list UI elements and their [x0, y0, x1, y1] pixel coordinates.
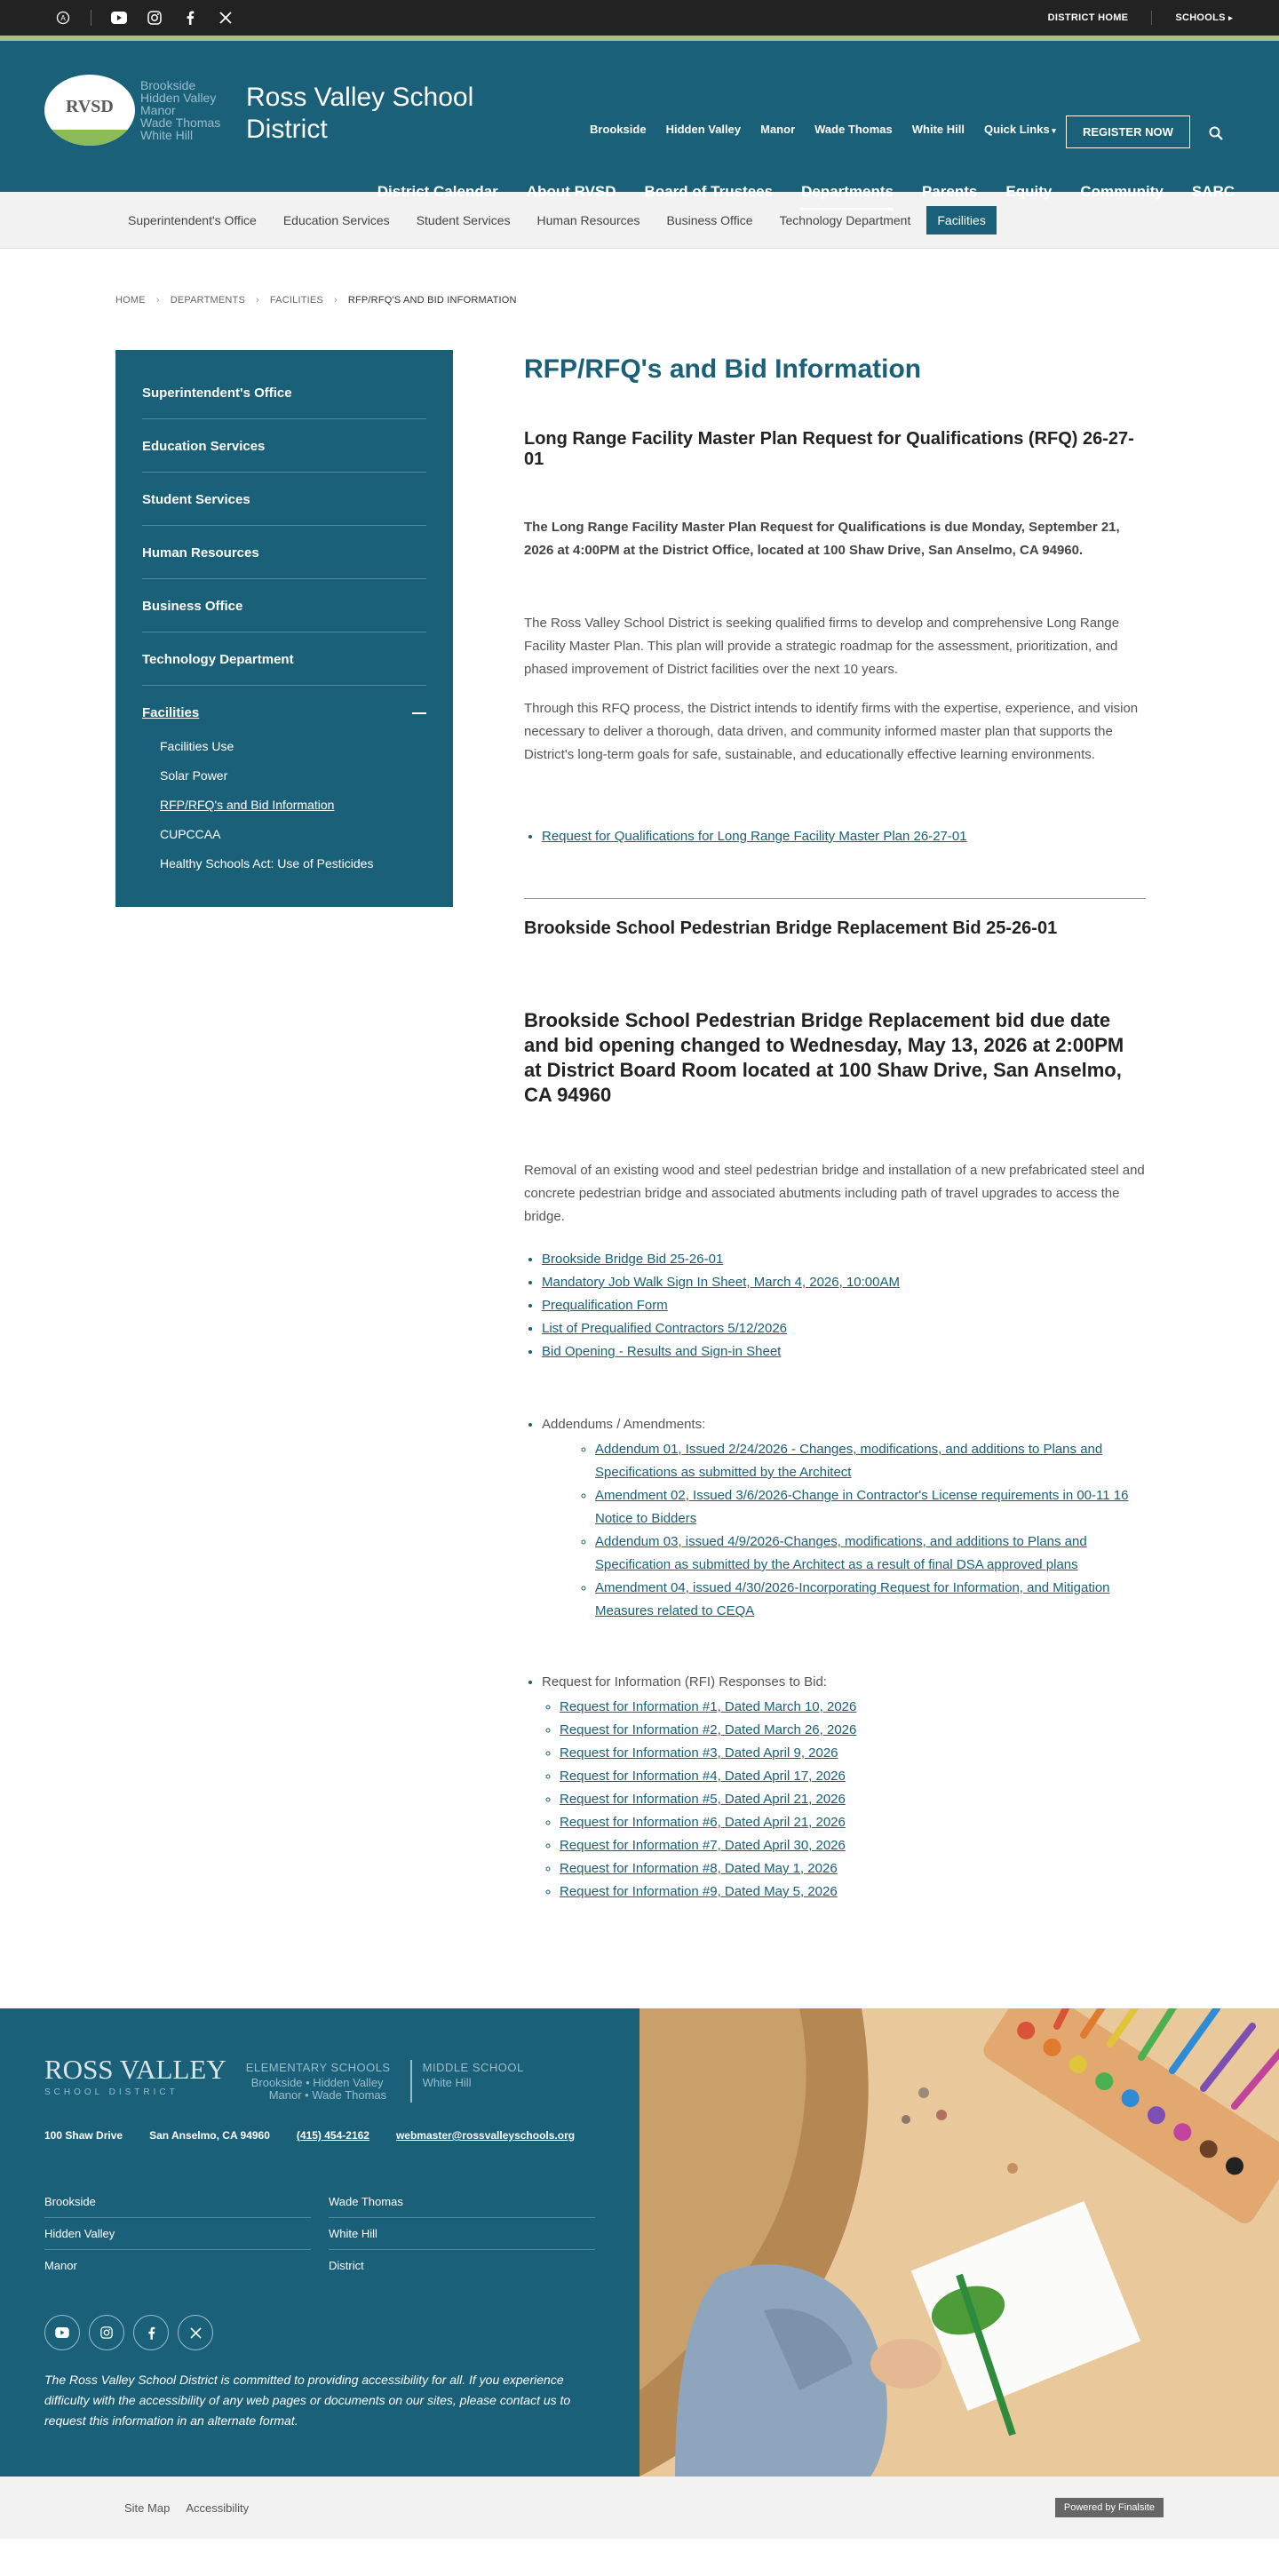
footer-city: San Anselmo, CA 94960 — [149, 2129, 270, 2142]
footer-spacer — [423, 2089, 524, 2102]
list-item — [595, 1530, 1146, 1577]
list-item — [560, 1696, 1146, 1719]
sidebar-subitem-facilities-use[interactable]: Facilities Use — [160, 739, 234, 753]
footer-link-hidden-valley[interactable]: Hidden Valley — [44, 2218, 311, 2250]
nav-parents[interactable]: Parents — [922, 183, 978, 200]
chevron-right-icon: › — [155, 295, 160, 306]
list-item — [542, 1317, 1146, 1340]
footer-email-link[interactable]: webmaster@rossvalleyschools.org — [395, 2129, 576, 2142]
subnav-education-services[interactable]: Education Services — [282, 212, 390, 227]
main-nav — [377, 183, 1235, 211]
logo-seal — [44, 75, 135, 146]
footer-middle-name: White Hill — [422, 2075, 472, 2089]
logo-schools-list — [140, 79, 220, 141]
school-nav-wade-thomas[interactable]: Wade Thomas — [814, 123, 893, 136]
bid-document-link[interactable]: Prequalification Form — [542, 1298, 668, 1313]
youtube-icon[interactable] — [44, 2315, 80, 2350]
rfi-link[interactable]: Request for Information #2, Dated March 26, 2026 — [560, 1722, 857, 1737]
footer-logo-text: ROSS VALLEY — [44, 2054, 226, 2085]
logo-hill — [44, 130, 135, 146]
list-item — [542, 1413, 1146, 1623]
site-footer — [0, 2008, 1279, 2477]
svg-text:A: A — [60, 14, 66, 22]
facebook-icon[interactable] — [133, 2315, 169, 2350]
instagram-icon[interactable] — [147, 10, 163, 26]
bottom-links — [124, 2501, 249, 2515]
nav-departments[interactable]: Departments — [801, 183, 894, 211]
footer-brand — [44, 2054, 595, 2104]
list-item — [560, 1765, 1146, 1788]
footer-elementary-line: Brookside • Hidden Valley — [250, 2075, 384, 2089]
bottom-bar — [0, 2477, 1279, 2539]
footer-logo[interactable] — [44, 2054, 226, 2104]
list-item — [595, 1484, 1146, 1530]
addendum-link[interactable]: Amendment 02, Issued 3/6/2026-Change in Contractor's License requirements in 00-11 16 Notice to Bidders — [595, 1488, 1129, 1526]
rfi-link[interactable]: Request for Information #8, Dated May 1, 2026 — [560, 1861, 838, 1876]
logo-school: Manor — [140, 103, 176, 117]
utility-divider — [1151, 11, 1152, 25]
list-item — [542, 1340, 1146, 1364]
addendums-label: Addendums / Amendments: — [542, 1417, 706, 1432]
register-now-button[interactable]: REGISTER NOW — [1066, 115, 1190, 148]
addendum-link[interactable]: Addendum 03, issued 4/9/2026-Changes, modifications, and additions to Plans and Specification as submitted by the Architect as a result of final DSA approved plans — [595, 1534, 1087, 1572]
section-divider — [524, 898, 1146, 899]
school-nav-white-hill[interactable]: White Hill — [911, 123, 965, 136]
rfq-process-description: Through this RFQ process, the District intends to identify firms with the expertise, experience, and vision necessary to deliver a thorough, data driven, and community informed master plan that supports the District's long-term goals for safe, sustainable, and educationally effective learning environments. — [524, 701, 1139, 762]
accessibility-statement: The Ross Valley School District is committed to providing accessibility for all. If you experience difficulty with the accessibility of any web pages or documents on our sites, please contact us to request this information in an alternate format. — [44, 2373, 571, 2428]
list-item — [542, 1294, 1146, 1317]
section-sidebar — [115, 350, 453, 907]
site-header — [0, 41, 1279, 200]
bid-document-link[interactable]: List of Prequalified Contractors 5/12/2026 — [542, 1321, 787, 1336]
bid-due-notice: Brookside School Pedestrian Bridge Replacement bid due date and bid opening changed to Wednesday, May 13, 2026 at 2:00PM at District Board Room located at 100 Shaw Drive, San Anselmo, CA 94960 — [524, 1009, 1124, 1106]
sidebar-item-facilities[interactable] — [142, 686, 426, 731]
logo-school: Hidden Valley — [140, 91, 217, 105]
list-item — [560, 1811, 1146, 1834]
list-item — [560, 1742, 1146, 1765]
main-content — [524, 350, 1146, 1904]
powered-by-badge[interactable]: Powered by Finalsite — [1055, 2498, 1164, 2517]
school-nav-hidden-valley[interactable]: Hidden Valley — [665, 123, 742, 136]
sidebar-subitem-rfp-rfq[interactable]: RFP/RFQ's and Bid Information — [160, 798, 335, 812]
footer-link-brookside[interactable]: Brookside — [44, 2186, 311, 2218]
bid-documents — [524, 1248, 1146, 1364]
utility-bar — [0, 0, 1279, 41]
list-item — [560, 1857, 1146, 1880]
rfq-description: The Ross Valley School District is seeking qualified firms to develop and comprehensive Long Range Facility Master Plan. This plan will provide a strategic roadmap for the assessment, prioritization, and phased improvement of District facilities over the next 10 years. — [524, 616, 1120, 677]
rfi-link[interactable]: Request for Information #9, Dated May 5, 2026 — [560, 1884, 838, 1899]
nav-board-of-trustees[interactable]: Board of Trustees — [644, 183, 774, 200]
sidebar-item-student-services[interactable]: Student Services — [142, 473, 426, 526]
collapse-icon[interactable] — [412, 712, 426, 714]
footer-info — [0, 2008, 640, 2477]
schools-label: SCHOOLS — [1175, 12, 1226, 23]
rfi-link[interactable]: Request for Information #4, Dated April 17, 2026 — [560, 1769, 846, 1784]
chevron-right-icon: › — [256, 295, 259, 306]
footer-logo-sub: SCHOOL DISTRICT — [44, 2087, 179, 2097]
chevron-right-icon: › — [333, 295, 338, 306]
nav-about-rvsd[interactable]: About RVSD — [526, 183, 616, 200]
nav-equity[interactable]: Equity — [1005, 183, 1053, 200]
translate-icon[interactable] — [55, 10, 71, 26]
bid-document-link[interactable]: Bid Opening - Results and Sign-in Sheet — [542, 1344, 782, 1359]
list-item — [542, 1248, 1146, 1271]
footer-photo — [640, 2008, 1279, 2477]
quick-links-dropdown[interactable]: Quick Links ▾ — [984, 123, 1056, 136]
utility-links — [1048, 11, 1233, 25]
subnav-business-office[interactable]: Business Office — [666, 212, 753, 227]
logo-text: RVSD — [66, 96, 114, 116]
sidebar-subitem-healthy-schools-act[interactable]: Healthy Schools Act: Use of Pesticides — [160, 856, 374, 871]
list-item — [560, 1788, 1146, 1811]
footer-social — [44, 2315, 595, 2350]
subnav-facilities[interactable]: Facilities — [926, 206, 996, 235]
footer-link-wade-thomas[interactable]: Wade Thomas — [329, 2186, 595, 2218]
footer-school-links — [44, 2186, 595, 2281]
bid-document-link[interactable]: Mandatory Job Walk Sign In Sheet, March 4, 2026, 10:00AM — [542, 1275, 900, 1290]
rfi-link[interactable]: Request for Information #6, Dated April 21, 2026 — [560, 1815, 846, 1830]
list-item — [542, 1271, 1146, 1294]
footer-link-manor[interactable]: Manor — [44, 2259, 77, 2272]
footer-divider — [410, 2060, 412, 2103]
list-item — [542, 1671, 1146, 1904]
subnav-human-resources[interactable]: Human Resources — [536, 212, 640, 227]
footer-phone-link[interactable]: (415) 454-2162 — [296, 2129, 369, 2142]
breadcrumb-home[interactable]: HOME — [115, 295, 146, 306]
breadcrumb-departments[interactable]: DEPARTMENTS — [170, 295, 245, 306]
rfq-heading: Long Range Facility Master Plan Request for Qualifications (RFQ) 26-27-01 — [524, 429, 1134, 469]
rfi-label: Request for Information (RFI) Responses to Bid: — [542, 1674, 827, 1690]
bid-heading: Brookside School Pedestrian Bridge Replacement Bid 25-26-01 — [524, 918, 1058, 938]
addendum-link[interactable]: Addendum 01, Issued 2/24/2026 - Changes, modifications, and additions to Plans and Specifications as submitted by the Architect — [595, 1442, 1103, 1480]
nav-sarc[interactable]: SARC — [1191, 183, 1235, 200]
sidebar-item-technology-department[interactable]: Technology Department — [142, 632, 426, 686]
facebook-icon[interactable] — [182, 10, 198, 26]
footer-middle-label: MIDDLE SCHOOL — [422, 2060, 524, 2074]
content-area — [0, 306, 1279, 1904]
rfi-link[interactable]: Request for Information #1, Dated March 10, 2026 — [560, 1699, 857, 1714]
logo-school: Brookside — [140, 78, 196, 92]
list-item — [560, 1880, 1146, 1904]
chevron-right-icon: ▸ — [1228, 13, 1233, 22]
footer-contact — [44, 2129, 595, 2142]
list-item — [542, 825, 1146, 848]
sidebar-item-superintendents-office[interactable]: Superintendent's Office — [142, 366, 426, 419]
site-map-link[interactable]: Site Map — [124, 2500, 171, 2515]
addendums-list — [542, 1438, 1146, 1623]
logo-school: White Hill — [140, 128, 194, 142]
school-nav-brookside[interactable]: Brookside — [590, 123, 647, 136]
breadcrumb-facilities[interactable]: FACILITIES — [269, 295, 323, 306]
sidebar-subitem-solar-power[interactable]: Solar Power — [160, 768, 228, 783]
footer-elementary-line: Manor • Wade Thomas — [268, 2087, 387, 2102]
sidebar-item-label: Facilities — [142, 705, 200, 720]
x-twitter-icon[interactable] — [178, 2315, 213, 2350]
subnav-superintendents-office[interactable]: Superintendent's Office — [128, 212, 257, 227]
district-home-link[interactable]: DISTRICT HOME — [1047, 12, 1129, 23]
subnav-student-services[interactable]: Student Services — [416, 212, 511, 227]
logo-school: Wade Thomas — [140, 115, 221, 130]
utility-social — [55, 10, 234, 26]
list-item — [595, 1438, 1146, 1484]
school-nav — [590, 123, 1056, 136]
list-item — [560, 1719, 1146, 1742]
rfi-link[interactable]: Request for Information #3, Dated April 9, 2026 — [560, 1745, 838, 1761]
child-drawing-photo — [640, 2008, 1279, 2477]
footer-link-white-hill[interactable]: White Hill — [329, 2218, 595, 2250]
breadcrumb — [0, 249, 1279, 306]
schools-link[interactable] — [1175, 12, 1233, 23]
youtube-icon[interactable] — [111, 10, 127, 26]
district-name[interactable]: Ross Valley School District — [246, 83, 474, 144]
sidebar-item-business-office[interactable]: Business Office — [142, 579, 426, 632]
footer-middle — [423, 2062, 524, 2102]
sidebar-subitems — [142, 731, 426, 878]
footer-address: 100 Shaw Drive — [44, 2129, 123, 2142]
subnav-technology-department[interactable]: Technology Department — [779, 212, 911, 227]
rfi-link[interactable]: Request for Information #7, Dated April 30, 2026 — [560, 1838, 846, 1853]
x-twitter-icon[interactable] — [218, 10, 234, 26]
search-icon[interactable] — [1209, 126, 1223, 145]
rfq-links — [524, 825, 1146, 848]
nav-district-calendar[interactable]: District Calendar — [377, 183, 498, 200]
bid-description: Removal of an existing wood and steel pedestrian bridge and installation of a new prefabricated steel and concrete pedestrian bridge and associated abutments including path of travel upgrades to access the bridge. — [524, 1163, 1145, 1224]
footer-elementary-label: ELEMENTARY SCHOOLS — [245, 2060, 391, 2074]
breadcrumb-current: RFP/RFQ'S AND BID INFORMATION — [347, 295, 517, 306]
instagram-icon[interactable] — [89, 2315, 124, 2350]
district-logo[interactable] — [44, 75, 220, 146]
rfi-list — [542, 1696, 1146, 1904]
page-title: RFP/RFQ's and Bid Information — [524, 354, 922, 384]
school-nav-manor[interactable]: Manor — [760, 123, 796, 136]
accessibility-link[interactable]: Accessibility — [186, 2500, 250, 2515]
sidebar-item-human-resources[interactable]: Human Resources — [142, 526, 426, 579]
list-item — [595, 1577, 1146, 1623]
addendums-section — [524, 1413, 1146, 1623]
rfi-link[interactable]: Request for Information #5, Dated April 21, 2026 — [560, 1792, 846, 1807]
list-item — [560, 1834, 1146, 1857]
sidebar-subitem-cupccaa[interactable]: CUPCCAA — [160, 827, 221, 841]
nav-community[interactable]: Community — [1080, 183, 1164, 200]
addendum-link[interactable]: Amendment 04, issued 4/30/2026-Incorporating Request for Information, and Mitigation Measures related to CEQA — [595, 1580, 1110, 1618]
bid-document-link[interactable]: Brookside Bridge Bid 25-26-01 — [542, 1252, 724, 1267]
footer-link-district[interactable]: District — [329, 2259, 364, 2272]
rfq-document-link[interactable]: Request for Qualifications for Long Range Facility Master Plan 26-27-01 — [542, 829, 967, 844]
rfq-due-notice: The Long Range Facility Master Plan Request for Qualifications is due Monday, September 21, 2026 at 4:00PM at the District Office, located at 100 Shaw Drive, San Anselmo, CA 94960. — [524, 520, 1120, 558]
sidebar-item-education-services[interactable]: Education Services — [142, 419, 426, 473]
rfi-section — [524, 1671, 1146, 1904]
footer-elementary — [246, 2062, 391, 2102]
